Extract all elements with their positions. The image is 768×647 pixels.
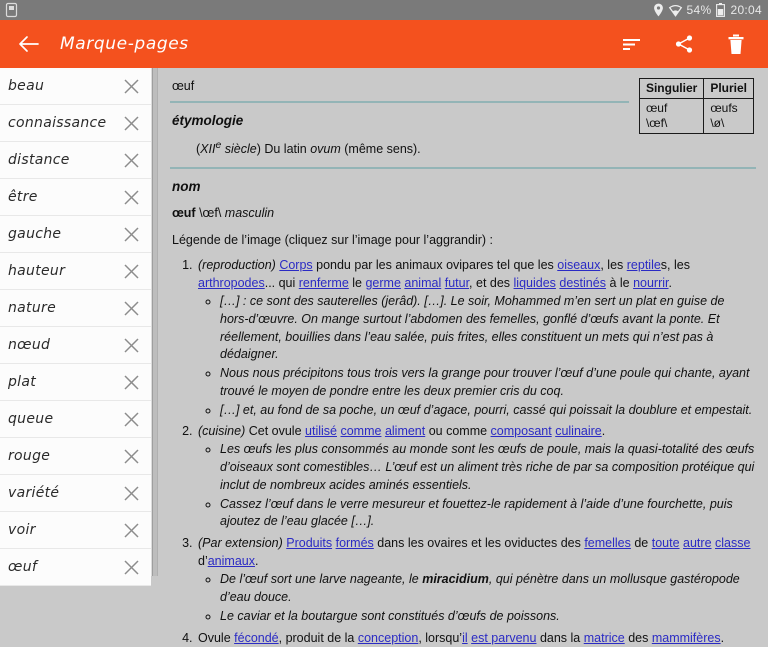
etymology-text xyxy=(196,138,756,158)
wiki-link[interactable]: autre xyxy=(683,536,712,551)
sense-item xyxy=(196,422,756,531)
close-x-icon[interactable] xyxy=(121,261,141,281)
bookmark-row[interactable] xyxy=(0,401,151,438)
bookmark-row[interactable] xyxy=(0,364,151,401)
etym-post: (même sens). xyxy=(340,141,421,156)
sense-label: (Par extension) xyxy=(198,536,283,551)
bookmark-row[interactable] xyxy=(0,68,151,105)
wiki-link[interactable]: aliment xyxy=(384,424,426,439)
bookmark-row[interactable] xyxy=(0,290,151,327)
bookmark-row[interactable] xyxy=(0,179,151,216)
etym-mid: ) Du latin xyxy=(256,141,311,156)
battery-percent-label: 54% xyxy=(686,3,712,17)
bookmark-row[interactable] xyxy=(0,438,151,475)
sense-item xyxy=(196,256,756,420)
clock-label: 20:04 xyxy=(730,3,762,17)
bookmark-label: œuf xyxy=(8,559,38,575)
bookmark-label: nœud xyxy=(8,337,51,353)
quotation-item: ◦ […] : ce sont des sauterelles (jerâd). […]. Le soir, Mohammed m’en sert un plat en guise de hors-d’œuvre. On mange surtout l’abdomen des femelles, gonflé d’œufs avant la ponte. Et réellement, bouillies dans l’eau salée, puis frites, elles constituent un mets qui n’est pas à dédaigner. xyxy=(220,293,756,364)
close-x-icon[interactable] xyxy=(121,76,141,96)
wiki-link[interactable]: composant xyxy=(490,424,552,439)
headword-bold: œuf xyxy=(172,205,196,220)
sense-text: (cuisine) Cet ovule utilisé comme aliment ou comme composant culinaire. xyxy=(198,424,606,439)
bookmark-label: rouge xyxy=(8,448,51,464)
wiki-link[interactable]: animaux xyxy=(207,554,255,569)
table-header-row xyxy=(639,79,753,99)
quotation-item: ◦ Cassez l’œuf dans le verre mesureur et fouettez-le rapidement à l’aide d’une fourchette, puis ajoutez de l’eau glacée […]. xyxy=(220,496,756,532)
quotation-list xyxy=(220,441,756,531)
wiki-link[interactable]: Corps xyxy=(279,257,313,272)
plural-word: œufs xyxy=(710,101,738,115)
close-x-icon[interactable] xyxy=(121,113,141,133)
plural-pronunciation: \ø\ xyxy=(710,116,725,130)
etym-siecle: siècle xyxy=(221,141,257,156)
quotation-item: ◦ Le caviar et la boutargue sont constitués d’œufs de poissons. xyxy=(220,608,756,626)
wiki-link[interactable]: fécondé xyxy=(234,630,279,645)
image-legend: Légende de l’image (cliquez sur l’image pour l’aggrandir) : xyxy=(172,232,494,247)
headword-pronunciation: \œf\ xyxy=(195,205,225,220)
bookmark-label: hauteur xyxy=(8,263,66,279)
etym-latin: ovum xyxy=(310,141,341,156)
close-x-icon[interactable] xyxy=(121,557,141,577)
quotation-item: ◦ […] et, au fond de sa poche, un œuf d’agace, pourri, cassé qui poissait la doublure et empestait. xyxy=(220,402,756,420)
close-x-icon[interactable] xyxy=(121,298,141,318)
app-bar-actions xyxy=(620,32,754,56)
wiki-link[interactable]: Produits xyxy=(286,536,333,551)
quotation-list xyxy=(220,293,756,419)
close-x-icon[interactable] xyxy=(121,520,141,540)
bookmark-label: être xyxy=(8,189,38,205)
quotation-item: ◦ Nous nous précipitons tous trois vers la grange pour trouver l’œuf d’une poule qui chante, ayant trouvé le moyen de pondre entre les deux premier cris du coq. xyxy=(220,365,756,401)
inflection-table xyxy=(639,78,754,134)
wiki-link[interactable]: nourrir xyxy=(633,275,669,290)
close-x-icon[interactable] xyxy=(121,150,141,170)
bookmark-row[interactable] xyxy=(0,142,151,179)
wiki-link[interactable]: mammifères xyxy=(651,630,721,645)
close-x-icon[interactable] xyxy=(121,446,141,466)
bookmark-label: variété xyxy=(8,485,60,501)
bookmark-label: plat xyxy=(8,374,37,390)
wiki-link[interactable]: futur xyxy=(444,275,470,290)
status-bar xyxy=(0,0,768,20)
battery-icon xyxy=(716,3,725,17)
table-cell-plural xyxy=(704,99,754,134)
sense-item xyxy=(196,629,756,647)
bookmark-list[interactable] xyxy=(0,68,152,576)
share-icon[interactable] xyxy=(672,32,696,56)
sense-list xyxy=(196,256,756,647)
back-arrow-icon[interactable] xyxy=(14,29,44,59)
section-rule xyxy=(170,101,629,103)
singular-word: œuf xyxy=(645,101,668,115)
status-bar-left xyxy=(6,3,17,17)
table-row xyxy=(639,99,753,134)
sense-label: (cuisine) xyxy=(198,424,246,439)
section-rule-2 xyxy=(170,167,756,169)
wiki-link[interactable]: classe xyxy=(715,536,751,551)
etym-century: XII xyxy=(200,141,216,156)
wiki-link[interactable]: reptile xyxy=(626,257,661,272)
bookmark-row[interactable] xyxy=(0,327,151,364)
sort-icon[interactable] xyxy=(620,32,644,56)
wiki-link[interactable]: matrice xyxy=(583,630,625,645)
table-header-plural: Pluriel xyxy=(704,79,754,99)
wifi-icon xyxy=(669,4,682,17)
table-cell-singular xyxy=(639,99,703,134)
wiki-link[interactable]: oiseaux xyxy=(557,257,601,272)
close-x-icon[interactable] xyxy=(121,409,141,429)
bookmark-row[interactable] xyxy=(0,253,151,290)
bookmark-label: beau xyxy=(8,78,45,94)
sense-text: Ovule fécondé, produit de la conception, lorsqu’il est parvenu dans la matrice des mammifères. xyxy=(198,630,725,645)
bookmark-label: distance xyxy=(8,152,70,168)
wiki-link[interactable]: germe xyxy=(365,275,401,290)
headword-line xyxy=(172,204,756,222)
wiki-link[interactable]: animal xyxy=(404,275,442,290)
quotation-item: ◦ Les œufs les plus consommés au monde sont les œufs de poule, mais la quasi-totalité des œufs d’oiseaux sont comestibles… L’œuf est un aliment très riche de par sa composition protéique qui inclut de nombreux acides aminés essentiels. xyxy=(220,441,756,494)
bookmark-label: voir xyxy=(8,522,36,538)
wiki-link[interactable]: utilisé xyxy=(305,424,337,439)
wiki-link[interactable]: conception xyxy=(357,630,419,645)
bookmark-label: queue xyxy=(8,411,54,427)
bookmark-row[interactable] xyxy=(0,512,151,549)
page-title: Marque-pages xyxy=(60,34,189,54)
headword-gender: masculin xyxy=(224,205,275,220)
quotation-list xyxy=(220,571,756,625)
section-title-etymology: étymologie xyxy=(172,113,244,129)
wiki-link[interactable]: arthropodes xyxy=(198,275,265,290)
wiki-link[interactable]: renferme xyxy=(298,275,349,290)
bookmark-label: nature xyxy=(8,300,56,316)
sim-card-icon xyxy=(6,3,17,17)
wiki-link[interactable]: destinés xyxy=(559,275,606,290)
content-area xyxy=(0,68,768,645)
etym-open-paren: ( xyxy=(196,141,201,156)
etym-century-sup: e xyxy=(215,139,222,151)
location-pin-icon xyxy=(653,3,664,17)
bookmark-row[interactable] xyxy=(0,216,151,253)
close-x-icon[interactable] xyxy=(121,335,141,355)
close-x-icon[interactable] xyxy=(121,187,141,207)
bookmark-row[interactable] xyxy=(0,475,151,512)
status-bar-right xyxy=(653,3,762,17)
wiki-link[interactable]: femelles xyxy=(584,536,631,551)
close-x-icon[interactable] xyxy=(121,372,141,392)
sense-text: (reproduction) Corps pondu par les animaux ovipares tel que les oiseaux, les reptiles, les arthropodes... qui renferme le germe animal futur, et des liquides destinés à le nourrir. xyxy=(198,257,690,290)
wiki-link[interactable]: il xyxy=(462,630,468,645)
wiki-link[interactable]: liquides xyxy=(513,275,556,290)
section-title-nom: nom xyxy=(172,178,201,194)
sense-label: (reproduction) xyxy=(198,257,276,272)
headword-plain: œuf xyxy=(172,79,195,93)
wiki-link[interactable]: culinaire xyxy=(555,424,602,439)
article-panel[interactable] xyxy=(158,68,768,645)
bookmark-row[interactable] xyxy=(0,549,151,586)
bookmark-label: gauche xyxy=(8,226,62,242)
wiki-link[interactable]: formés xyxy=(335,536,374,551)
bookmark-label: connaissance xyxy=(8,115,107,131)
app-bar xyxy=(0,20,768,68)
close-x-icon[interactable] xyxy=(121,224,141,244)
sense-text: (Par extension) Produits formés dans les ovaires et les oviductes des femelles de toute autre classe d’animaux. xyxy=(198,536,751,569)
wiki-link[interactable]: comme xyxy=(340,424,382,439)
sense-item xyxy=(196,534,756,626)
close-x-icon[interactable] xyxy=(121,483,141,503)
singular-pronunciation: \œf\ xyxy=(645,116,668,130)
bookmark-row[interactable] xyxy=(0,105,151,142)
delete-icon[interactable] xyxy=(724,32,748,56)
wiki-link[interactable]: toute xyxy=(651,536,680,551)
wiki-link[interactable]: est parvenu xyxy=(471,630,537,645)
table-header-singular: Singulier xyxy=(639,79,703,99)
quotation-item: ◦ De l’œuf sort une larve nageante, le miracidium, qui pénètre dans un mollusque gastéropode d’eau douce. xyxy=(220,571,756,607)
